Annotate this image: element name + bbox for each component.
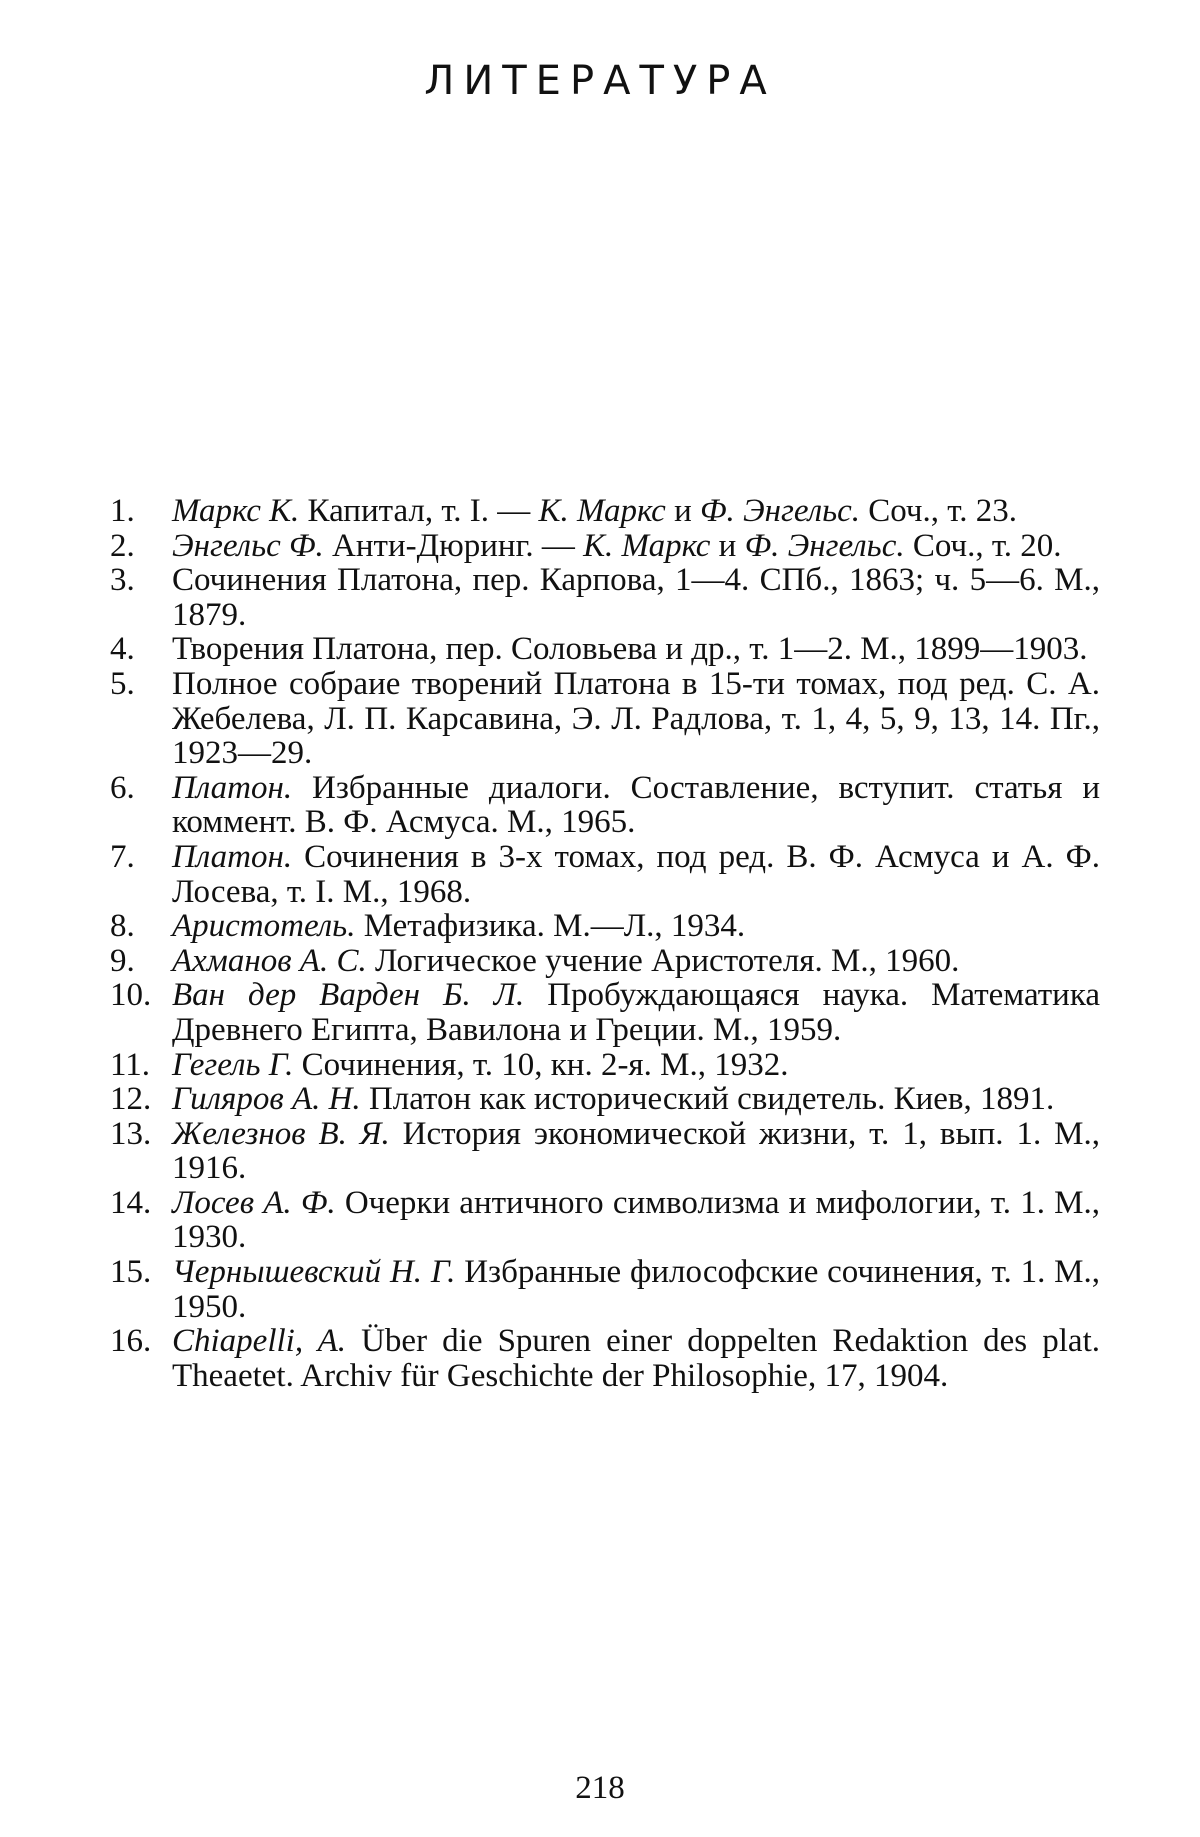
reference-author: Аристотель. — [172, 908, 356, 945]
reference-number: 4. — [110, 631, 135, 668]
reference-text: Анти-Дюринг. — — [323, 527, 584, 564]
reference-item — [110, 632, 1100, 667]
page-title: ЛИТЕРАТУРА — [424, 58, 776, 104]
reference-author: Chiapelli, A. — [172, 1323, 346, 1360]
reference-author: Энгельс Ф. — [172, 527, 324, 564]
reference-number: 6. — [110, 769, 135, 806]
reference-number: 13. — [110, 1115, 152, 1152]
reference-text: Капитал, т. I. — — [299, 493, 539, 529]
reference-author: Платон. — [172, 769, 293, 806]
reference-number: 8. — [110, 908, 135, 945]
reference-text: Соч., т. 23. — [860, 493, 1017, 529]
reference-item — [110, 667, 1100, 771]
reference-item — [110, 1117, 1100, 1186]
reference-number: 10. — [110, 977, 152, 1014]
reference-author: Гиляров А. Н. — [172, 1081, 361, 1118]
reference-author: Ф. Энгельс. — [744, 527, 905, 564]
reference-item — [110, 909, 1100, 944]
reference-text: и — [710, 527, 745, 564]
reference-author: Лосев А. Ф. — [172, 1184, 336, 1221]
reference-text: Очерки античного символизма и мифологии, т. 1. М., 1930. — [172, 1184, 1100, 1256]
reference-author: Маркс К. — [172, 493, 300, 529]
reference-text: Сочинения в 3-х томах, под ред. В. Ф. Асмуса и А. Ф. Лосева, т. I. М., 1968. — [172, 838, 1100, 910]
reference-item — [110, 1048, 1100, 1083]
reference-item — [110, 529, 1100, 564]
reference-number: 5. — [110, 665, 135, 702]
reference-author: Чернышевский Н. Г. — [172, 1254, 456, 1291]
reference-author: К. Маркс — [538, 493, 666, 529]
reference-number: 2. — [110, 527, 135, 564]
reference-number: 9. — [110, 942, 135, 979]
reference-item — [110, 1324, 1100, 1393]
reference-text: Пробуждающаяся наука. Математика Древнего Египта, Вавилона и Греции. М., 1959. — [172, 977, 1100, 1048]
reference-item — [110, 771, 1100, 840]
reference-item — [110, 494, 1100, 529]
reference-text: Сочинения, т. 10, кн. 2-я. М., 1932. — [293, 1046, 789, 1083]
reference-text: Платон как исторический свидетель. Киев, 1891. — [360, 1081, 1055, 1118]
reference-text: Логическое учение Аристотеля. М., 1960. — [366, 942, 960, 979]
reference-number: 11. — [110, 1046, 151, 1083]
reference-author: Платон. — [172, 838, 293, 875]
reference-number: 7. — [110, 838, 135, 875]
reference-author: Ахманов А. С. — [172, 942, 367, 979]
reference-item — [110, 563, 1100, 632]
reference-item — [110, 1255, 1100, 1324]
reference-item — [110, 1082, 1100, 1117]
reference-number: 14. — [110, 1184, 152, 1221]
reference-number: 12. — [110, 1081, 152, 1118]
reference-number: 16. — [110, 1323, 152, 1360]
reference-text: Метафизика. М.—Л., 1934. — [355, 908, 746, 945]
reference-author: Ф. Энгельс. — [699, 493, 861, 529]
reference-text: Полное собраие творений Платона в 15-ти томах, под ред. С. А. Жебелева, Л. П. Карсавина, Э. Л. Радлова, т. 1, 4, 5, 9, 13, 14. Пг., 1923—29. — [172, 665, 1100, 772]
reference-text: Сочинения Платона, пер. Карпова, 1—4. СПб., 1863; ч. 5—6. М., 1879. — [172, 562, 1100, 633]
reference-text: Избранные диалоги. Составление, вступит. статья и коммент. В. Ф. Асмуса. М., 1965. — [172, 769, 1100, 841]
reference-text: Соч., т. 20. — [904, 527, 1062, 564]
reference-number: 3. — [110, 562, 135, 599]
page-number: 218 — [575, 1770, 625, 1806]
reference-author: Железнов В. Я. — [172, 1115, 390, 1152]
reference-item — [110, 978, 1100, 1047]
reference-text: Über die Spuren einer doppelten Redaktion des plat. Theaetet. Archiv für Geschichte der Philosophie, 17, 1904. — [172, 1323, 1100, 1394]
reference-list — [110, 494, 1100, 1393]
reference-number: 1. — [110, 493, 135, 529]
reference-text: и — [665, 493, 700, 529]
reference-item — [110, 840, 1100, 909]
reference-text: История экономической жизни, т. 1, вып. 1. М., 1916. — [172, 1115, 1100, 1187]
reference-text: Творения Платона, пер. Соловьева и др., т. 1—2. М., 1899—1903. — [172, 631, 1088, 668]
reference-item — [110, 944, 1100, 979]
reference-text: Избранные философские сочинения, т. 1. М., 1950. — [172, 1254, 1100, 1325]
reference-number: 15. — [110, 1254, 152, 1291]
reference-author: К. Маркс — [583, 527, 711, 564]
reference-author: Ван дер Варден Б. Л. — [172, 977, 525, 1014]
reference-author: Гегель Г. — [172, 1046, 294, 1083]
reference-item — [110, 1186, 1100, 1255]
